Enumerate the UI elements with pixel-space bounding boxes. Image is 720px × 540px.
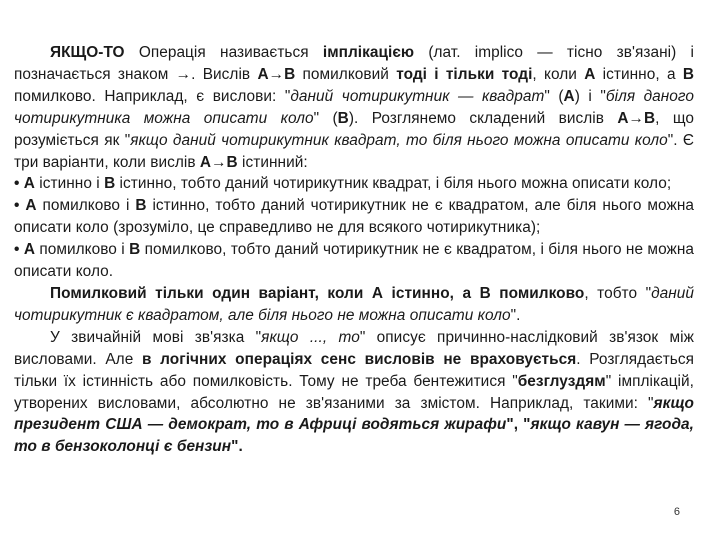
list-item-case-1 <box>14 173 694 195</box>
example-statement: даний чотирикутник — квадрат <box>290 87 545 105</box>
text-run: , що розуміється як " <box>14 109 695 149</box>
text-run: ". <box>231 438 243 456</box>
text-run: помилково і <box>36 197 136 215</box>
document-body <box>14 42 694 458</box>
text-run: . Розглядається тільки їх істинність або помилковість. Тому не треба бентежитися " <box>14 350 695 390</box>
var-b: В <box>337 109 349 127</box>
emphasis: істинно, а <box>383 284 480 302</box>
text-run: . Вислів <box>191 65 258 83</box>
var-a: А <box>257 65 269 83</box>
text-run: , коли <box>532 65 585 83</box>
implication-arrow-icon: → <box>628 109 644 127</box>
text-run: помилково і <box>34 241 130 259</box>
text-run: помилково, тобто даний чотирикутник не є квадратом, і біля нього не можна описати коло. <box>14 241 695 281</box>
text-run: істинно, тобто даний чотирикутник не є квадратом, але біля нього можна описати коло (зрозуміло, це справедливо не для всякого чотирикутника); <box>14 197 694 237</box>
list-item-case-2 <box>14 195 694 239</box>
emphasis: Помилковий тільки один варіант, коли <box>50 284 372 302</box>
paragraph-false-case <box>14 283 694 327</box>
var-b: В <box>284 65 296 83</box>
emphasis: тоді і тільки тоді <box>396 65 533 83</box>
emphasis: в логічних операціях сенс висловів не враховується <box>142 350 577 368</box>
var-b: В <box>682 65 694 83</box>
text-run: " ( <box>313 109 338 127</box>
emphasis: безглуздям <box>517 372 606 390</box>
text-run: істинний: <box>237 153 308 171</box>
text-run: У звичайній мові зв'язка " <box>50 328 262 346</box>
text-run: помилково. Наприклад, є вислови: " <box>14 87 291 105</box>
text-run: ". <box>510 306 521 324</box>
implication-arrow-icon: → <box>175 65 192 83</box>
page-number: 6 <box>673 506 680 518</box>
var-b: В <box>479 284 491 302</box>
example-statement: якщо президент США — демократ, то в Африці водяться жирафи <box>14 394 694 434</box>
text-run: ". Є три варіанти, коли вислів <box>14 131 694 171</box>
bullet-icon: • <box>14 197 26 215</box>
example-statement: якщо кавун — ягода, то в бензоколонці є бензин <box>14 416 694 456</box>
var-b: В <box>643 109 656 127</box>
var-b: В <box>226 153 238 171</box>
example-statement: якщо даний чотирикутник квадрат, то біля нього можна описати коло <box>130 131 668 149</box>
var-b: В <box>135 197 147 215</box>
connective: якщо ..., то <box>261 328 360 346</box>
var-a: А <box>584 65 596 83</box>
text-run: істинно, тобто даний чотирикутник квадрат, і біля нього можна описати коло; <box>115 175 672 193</box>
text-run: істинно, а <box>595 65 683 83</box>
var-a: А <box>23 175 35 193</box>
text-run: ). Розглянемо складений вислів <box>348 109 618 127</box>
var-a: А <box>371 284 384 302</box>
var-a: А <box>23 241 35 259</box>
var-b: В <box>104 175 116 193</box>
text-run: " ( <box>544 87 564 105</box>
text-run: помилковий <box>295 65 397 83</box>
text-run: ", " <box>506 416 531 434</box>
emphasis: помилково <box>490 284 585 302</box>
text-run: " описує причинно-наслідковий зв'язок між висловами. Але <box>14 328 694 368</box>
example-statement: даний чотирикутник є квадратом, але біля нього не можна описати коло <box>14 284 694 324</box>
text-run: " імплікацій, утворених висловами, абсолютно не зв'язаними за змістом. Наприклад, такими: " <box>14 372 694 412</box>
bullet-icon: • <box>14 241 24 259</box>
list-item-case-3 <box>14 239 694 283</box>
text-run: Операція називається <box>124 44 323 61</box>
text-run: істинно і <box>34 175 105 193</box>
example-statement: біля даного чотирикутника можна описати коло <box>14 87 694 127</box>
text-run: (лат. implico — тісно зв'язані) і позначається знаком <box>14 44 694 83</box>
term-implication: імплікацією <box>322 44 415 61</box>
text-run: , тобто " <box>584 284 652 302</box>
term-heading: ЯКЩО-ТО <box>50 44 125 61</box>
var-b: В <box>129 241 141 259</box>
var-a: А <box>25 197 37 215</box>
var-a: А <box>199 153 212 171</box>
var-a: А <box>617 109 629 127</box>
implication-arrow-icon: → <box>211 153 227 171</box>
text-run: ) і " <box>574 87 606 105</box>
paragraph-implication-definition <box>14 42 694 173</box>
paragraph-ordinary-language <box>14 327 694 458</box>
bullet-icon: • <box>14 175 24 193</box>
implication-arrow-icon: → <box>268 65 285 83</box>
var-a: А <box>563 87 575 105</box>
